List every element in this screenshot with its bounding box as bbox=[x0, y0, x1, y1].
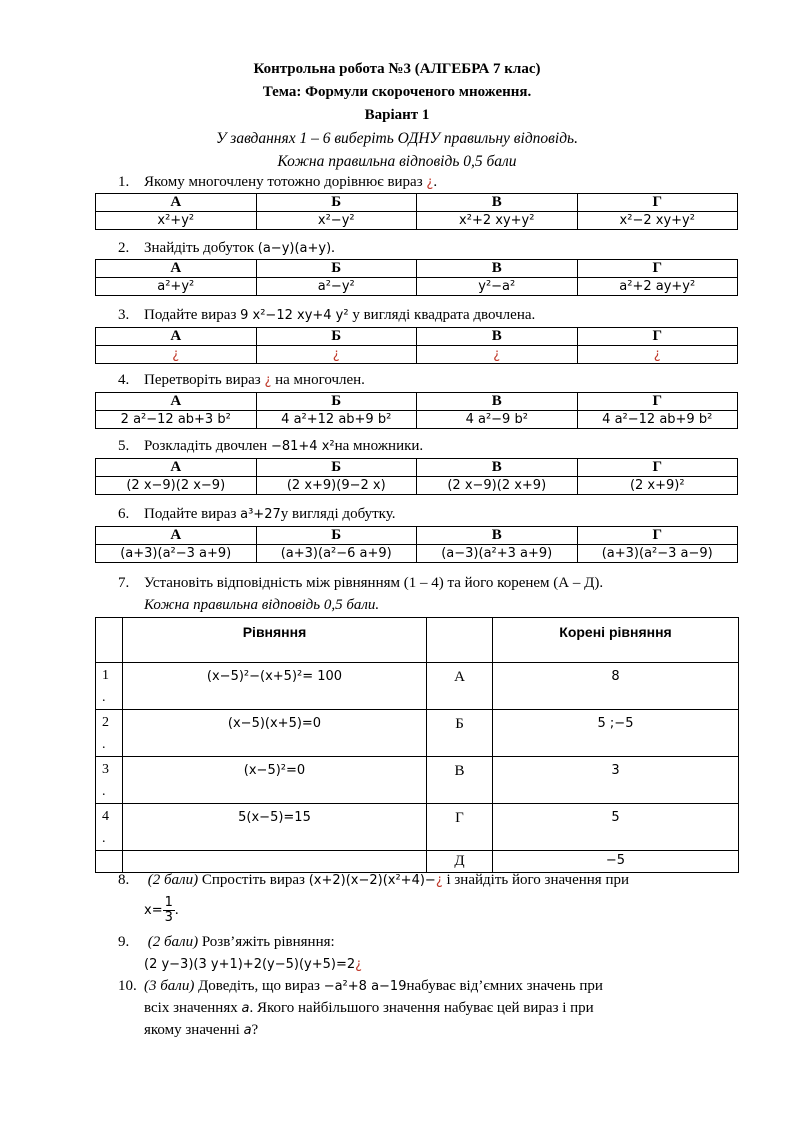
question-9-equation bbox=[144, 954, 738, 975]
question-text: Спростіть вираз bbox=[201, 872, 305, 888]
equation-number-digit: 4 bbox=[102, 809, 109, 824]
answer-header-row bbox=[96, 459, 738, 477]
option-header-v: В bbox=[417, 527, 578, 545]
option-header-a: А bbox=[96, 328, 257, 346]
answer-header-row bbox=[96, 393, 738, 411]
option-header-b: Б bbox=[256, 194, 417, 212]
answer-table-1 bbox=[95, 193, 738, 230]
question-text: Розкладіть двочлен bbox=[144, 438, 268, 454]
answer-values-row bbox=[96, 346, 738, 364]
question-number: 3. bbox=[118, 307, 130, 323]
question-expression: 9 x²−12 xy+4 y² bbox=[240, 308, 349, 323]
document-variant: Варіант 1 bbox=[364, 107, 430, 123]
variable-a: a bbox=[241, 1001, 250, 1016]
answer-table-6 bbox=[95, 526, 738, 563]
question-text-end: . bbox=[331, 240, 335, 256]
root-letter: Б bbox=[427, 710, 493, 757]
question-text-line-2a: всіх значеннях bbox=[144, 1000, 238, 1016]
question-expression-marker: ¿ bbox=[355, 957, 363, 972]
document-topic: Тема: Формули скороченого множення. bbox=[262, 84, 532, 100]
fraction-denominator: 3 bbox=[164, 910, 173, 925]
option-header-a: А bbox=[96, 194, 257, 212]
question-8 bbox=[118, 870, 738, 891]
matching-row-2 bbox=[96, 710, 739, 757]
equation-number-digit: 2 bbox=[102, 715, 109, 730]
option-a: (2 x−9)(2 x−9) bbox=[96, 477, 257, 495]
matching-row-3 bbox=[96, 757, 739, 804]
option-header-v: В bbox=[417, 459, 578, 477]
equation: (x−5)²−(x+5)²= 100 bbox=[123, 663, 427, 710]
question-text-cont: набуває від’ємних значень при bbox=[406, 978, 603, 994]
option-header-b: Б bbox=[256, 393, 417, 411]
root-value: 5 ;−5 bbox=[493, 710, 739, 757]
question-text: Розв’яжіть рівняння: bbox=[201, 934, 335, 950]
fraction-numerator: 1 bbox=[164, 895, 173, 910]
variable-assignment: x= bbox=[144, 902, 163, 918]
root-letter: Г bbox=[427, 804, 493, 851]
question-expression: (2 y−3)(3 y+1)+2(y−5)(y+5)=2 bbox=[144, 957, 356, 972]
option-a: a²+y² bbox=[96, 278, 257, 296]
question-7-note: Кожна правильна відповідь 0,5 бали. bbox=[144, 597, 380, 613]
option-header-a: А bbox=[96, 260, 257, 278]
question-text-end: на множники. bbox=[334, 438, 424, 454]
option-v: ¿ bbox=[417, 346, 578, 364]
question-number: 1. bbox=[118, 174, 130, 190]
option-header-a: А bbox=[96, 459, 257, 477]
answer-values-row bbox=[96, 411, 738, 429]
question-number: 10. bbox=[118, 978, 137, 994]
equation-number-digit: 1 bbox=[102, 668, 109, 683]
answer-table-2 bbox=[95, 259, 738, 296]
option-v: 4 a²−9 b² bbox=[417, 411, 578, 429]
question-2 bbox=[118, 238, 738, 259]
option-header-g: Г bbox=[577, 527, 738, 545]
question-text-line-3: якому значенні bbox=[144, 1022, 240, 1038]
option-a: x²+y² bbox=[96, 212, 257, 230]
variable-a: a bbox=[243, 1023, 252, 1038]
roots-column-header: Корені рівняння bbox=[493, 618, 739, 663]
question-text-end: і знайдіть його значення при bbox=[446, 872, 629, 888]
option-b: ¿ bbox=[256, 346, 417, 364]
question-expression: a³+27 bbox=[240, 507, 281, 522]
instruction-line-1: У завданнях 1 – 6 виберіть ОДНУ правильну відповідь. bbox=[215, 130, 578, 147]
question-text: Доведіть, що вираз bbox=[198, 978, 320, 994]
question-text: Подайте вираз bbox=[144, 307, 237, 323]
option-header-g: Г bbox=[577, 260, 738, 278]
matching-row-1 bbox=[96, 663, 739, 710]
question-text-end: у вигляді добутку. bbox=[280, 506, 396, 522]
question-8-value bbox=[144, 896, 344, 925]
answer-header-row bbox=[96, 194, 738, 212]
option-header-a: А bbox=[96, 393, 257, 411]
option-header-g: Г bbox=[577, 194, 738, 212]
question-10 bbox=[118, 976, 738, 997]
option-g: (2 x+9)² bbox=[577, 477, 738, 495]
question-text: Установіть відповідність між рівнянням (1 – 4) та його коренем (А – Д). bbox=[144, 575, 604, 591]
option-b: x²−y² bbox=[256, 212, 417, 230]
option-v: y²−a² bbox=[417, 278, 578, 296]
equation-number-digit: 3 bbox=[102, 762, 109, 777]
question-points: (2 бали) bbox=[147, 872, 199, 888]
question-number: 6. bbox=[118, 506, 130, 522]
option-header-g: Г bbox=[577, 393, 738, 411]
equation-number bbox=[96, 804, 123, 851]
question-9 bbox=[118, 932, 738, 952]
option-a: (a+3)(a²−3 a+9) bbox=[96, 545, 257, 563]
root-letter: Д bbox=[427, 851, 493, 873]
option-header-b: Б bbox=[256, 260, 417, 278]
answer-table-5 bbox=[95, 458, 738, 495]
question-points: (2 бали) bbox=[147, 934, 199, 950]
equation-number bbox=[96, 710, 123, 757]
answer-header-row bbox=[96, 260, 738, 278]
option-header-a: А bbox=[96, 527, 257, 545]
fraction-one-third bbox=[163, 896, 175, 925]
question-expression: (a−y)(a+y) bbox=[257, 241, 332, 256]
question-expression: −a²+8 a−19 bbox=[323, 979, 407, 994]
question-number: 2. bbox=[118, 240, 130, 256]
matching-table bbox=[95, 617, 739, 873]
question-10-line-2 bbox=[144, 998, 738, 1019]
root-letter: А bbox=[427, 663, 493, 710]
question-text: Якому многочлену тотожно дорівнює вираз bbox=[144, 174, 423, 190]
question-text: Перетворіть вираз bbox=[144, 372, 261, 388]
question-7 bbox=[118, 573, 738, 593]
question-text-end: на многочлен. bbox=[275, 372, 365, 388]
answer-table-3 bbox=[95, 327, 738, 364]
option-header-v: В bbox=[417, 194, 578, 212]
equation-number bbox=[96, 757, 123, 804]
answer-values-row bbox=[96, 212, 738, 230]
option-b: (2 x+9)(9−2 x) bbox=[256, 477, 417, 495]
root-value: −5 bbox=[493, 851, 739, 873]
option-header-g: Г bbox=[577, 459, 738, 477]
equation-number bbox=[96, 663, 123, 710]
equation: 5(x−5)=15 bbox=[123, 804, 427, 851]
question-1 bbox=[118, 172, 738, 193]
question-text: Подайте вираз bbox=[144, 506, 237, 522]
question-number: 7. bbox=[118, 575, 130, 591]
option-g: (a+3)(a²−3 a−9) bbox=[577, 545, 738, 563]
option-g: x²−2 xy+y² bbox=[577, 212, 738, 230]
equation: (x−5)²=0 bbox=[123, 757, 427, 804]
equations-column-header: Рівняння bbox=[123, 618, 427, 663]
root-letter: В bbox=[427, 757, 493, 804]
root-value: 5 bbox=[493, 804, 739, 851]
option-v: x²+2 xy+y² bbox=[417, 212, 578, 230]
answer-header-row bbox=[96, 527, 738, 545]
question-5 bbox=[118, 436, 738, 457]
instruction-line-2: Кожна правильна відповідь 0,5 бали bbox=[277, 153, 517, 170]
option-v: (2 x−9)(2 x+9) bbox=[417, 477, 578, 495]
equation-number-dot: . bbox=[102, 831, 106, 846]
question-number: 8. bbox=[118, 872, 130, 888]
option-header-v: В bbox=[417, 393, 578, 411]
question-4 bbox=[118, 370, 738, 391]
option-header-b: Б bbox=[256, 328, 417, 346]
answer-header-row bbox=[96, 328, 738, 346]
option-a: 2 a²−12 ab+3 b² bbox=[96, 411, 257, 429]
question-expression: ¿ bbox=[264, 373, 272, 388]
question-expression: ¿ bbox=[426, 175, 434, 190]
question-text: Знайдіть добуток bbox=[144, 240, 255, 256]
question-10-line-3 bbox=[144, 1020, 738, 1041]
equation-number-dot: . bbox=[102, 737, 106, 752]
question-number: 4. bbox=[118, 372, 130, 388]
document-title: Контрольна робота №3 (АЛГЕБРА 7 клас) bbox=[253, 61, 541, 77]
answer-values-row bbox=[96, 545, 738, 563]
question-mark: ? bbox=[251, 1022, 259, 1038]
question-number: 5. bbox=[118, 438, 130, 454]
equation: (x−5)(x+5)=0 bbox=[123, 710, 427, 757]
option-header-b: Б bbox=[256, 527, 417, 545]
option-a: ¿ bbox=[96, 346, 257, 364]
option-g: 4 a²−12 ab+9 b² bbox=[577, 411, 738, 429]
answer-values-row bbox=[96, 278, 738, 296]
document-header bbox=[0, 58, 794, 173]
option-header-v: В bbox=[417, 328, 578, 346]
matching-row-4 bbox=[96, 804, 739, 851]
question-text-line-2b: . Якого найбільшого значення набуває цей вираз і при bbox=[249, 1000, 594, 1016]
question-text-end: . bbox=[433, 174, 438, 190]
option-b: 4 a²+12 ab+9 b² bbox=[256, 411, 417, 429]
answer-values-row bbox=[96, 477, 738, 495]
question-expression: −81+4 x² bbox=[270, 439, 335, 454]
option-v: (a−3)(a²+3 a+9) bbox=[417, 545, 578, 563]
option-g: a²+2 ay+y² bbox=[577, 278, 738, 296]
option-b: a²−y² bbox=[256, 278, 417, 296]
equation-number-dot: . bbox=[102, 690, 106, 705]
option-header-b: Б bbox=[256, 459, 417, 477]
root-value: 8 bbox=[493, 663, 739, 710]
question-text-end: у вигляді квадрата двочлена. bbox=[352, 307, 536, 323]
root-value: 3 bbox=[493, 757, 739, 804]
option-g: ¿ bbox=[577, 346, 738, 364]
option-b: (a+3)(a²−6 a+9) bbox=[256, 545, 417, 563]
equation-number-dot: . bbox=[102, 784, 106, 799]
question-expression: (x+2)(x−2)(x²+4)− bbox=[308, 873, 436, 888]
question-number: 9. bbox=[118, 934, 130, 950]
question-6 bbox=[118, 504, 738, 525]
matching-header-row bbox=[96, 618, 739, 663]
option-header-g: Г bbox=[577, 328, 738, 346]
question-3 bbox=[118, 305, 738, 326]
matching-header-blank bbox=[96, 618, 123, 663]
period: . bbox=[174, 901, 179, 918]
answer-table-4 bbox=[95, 392, 738, 429]
question-expression-marker: ¿ bbox=[435, 873, 443, 888]
matching-header-blank-2 bbox=[427, 618, 493, 663]
question-points: (3 бали) bbox=[144, 978, 195, 994]
option-header-v: В bbox=[417, 260, 578, 278]
